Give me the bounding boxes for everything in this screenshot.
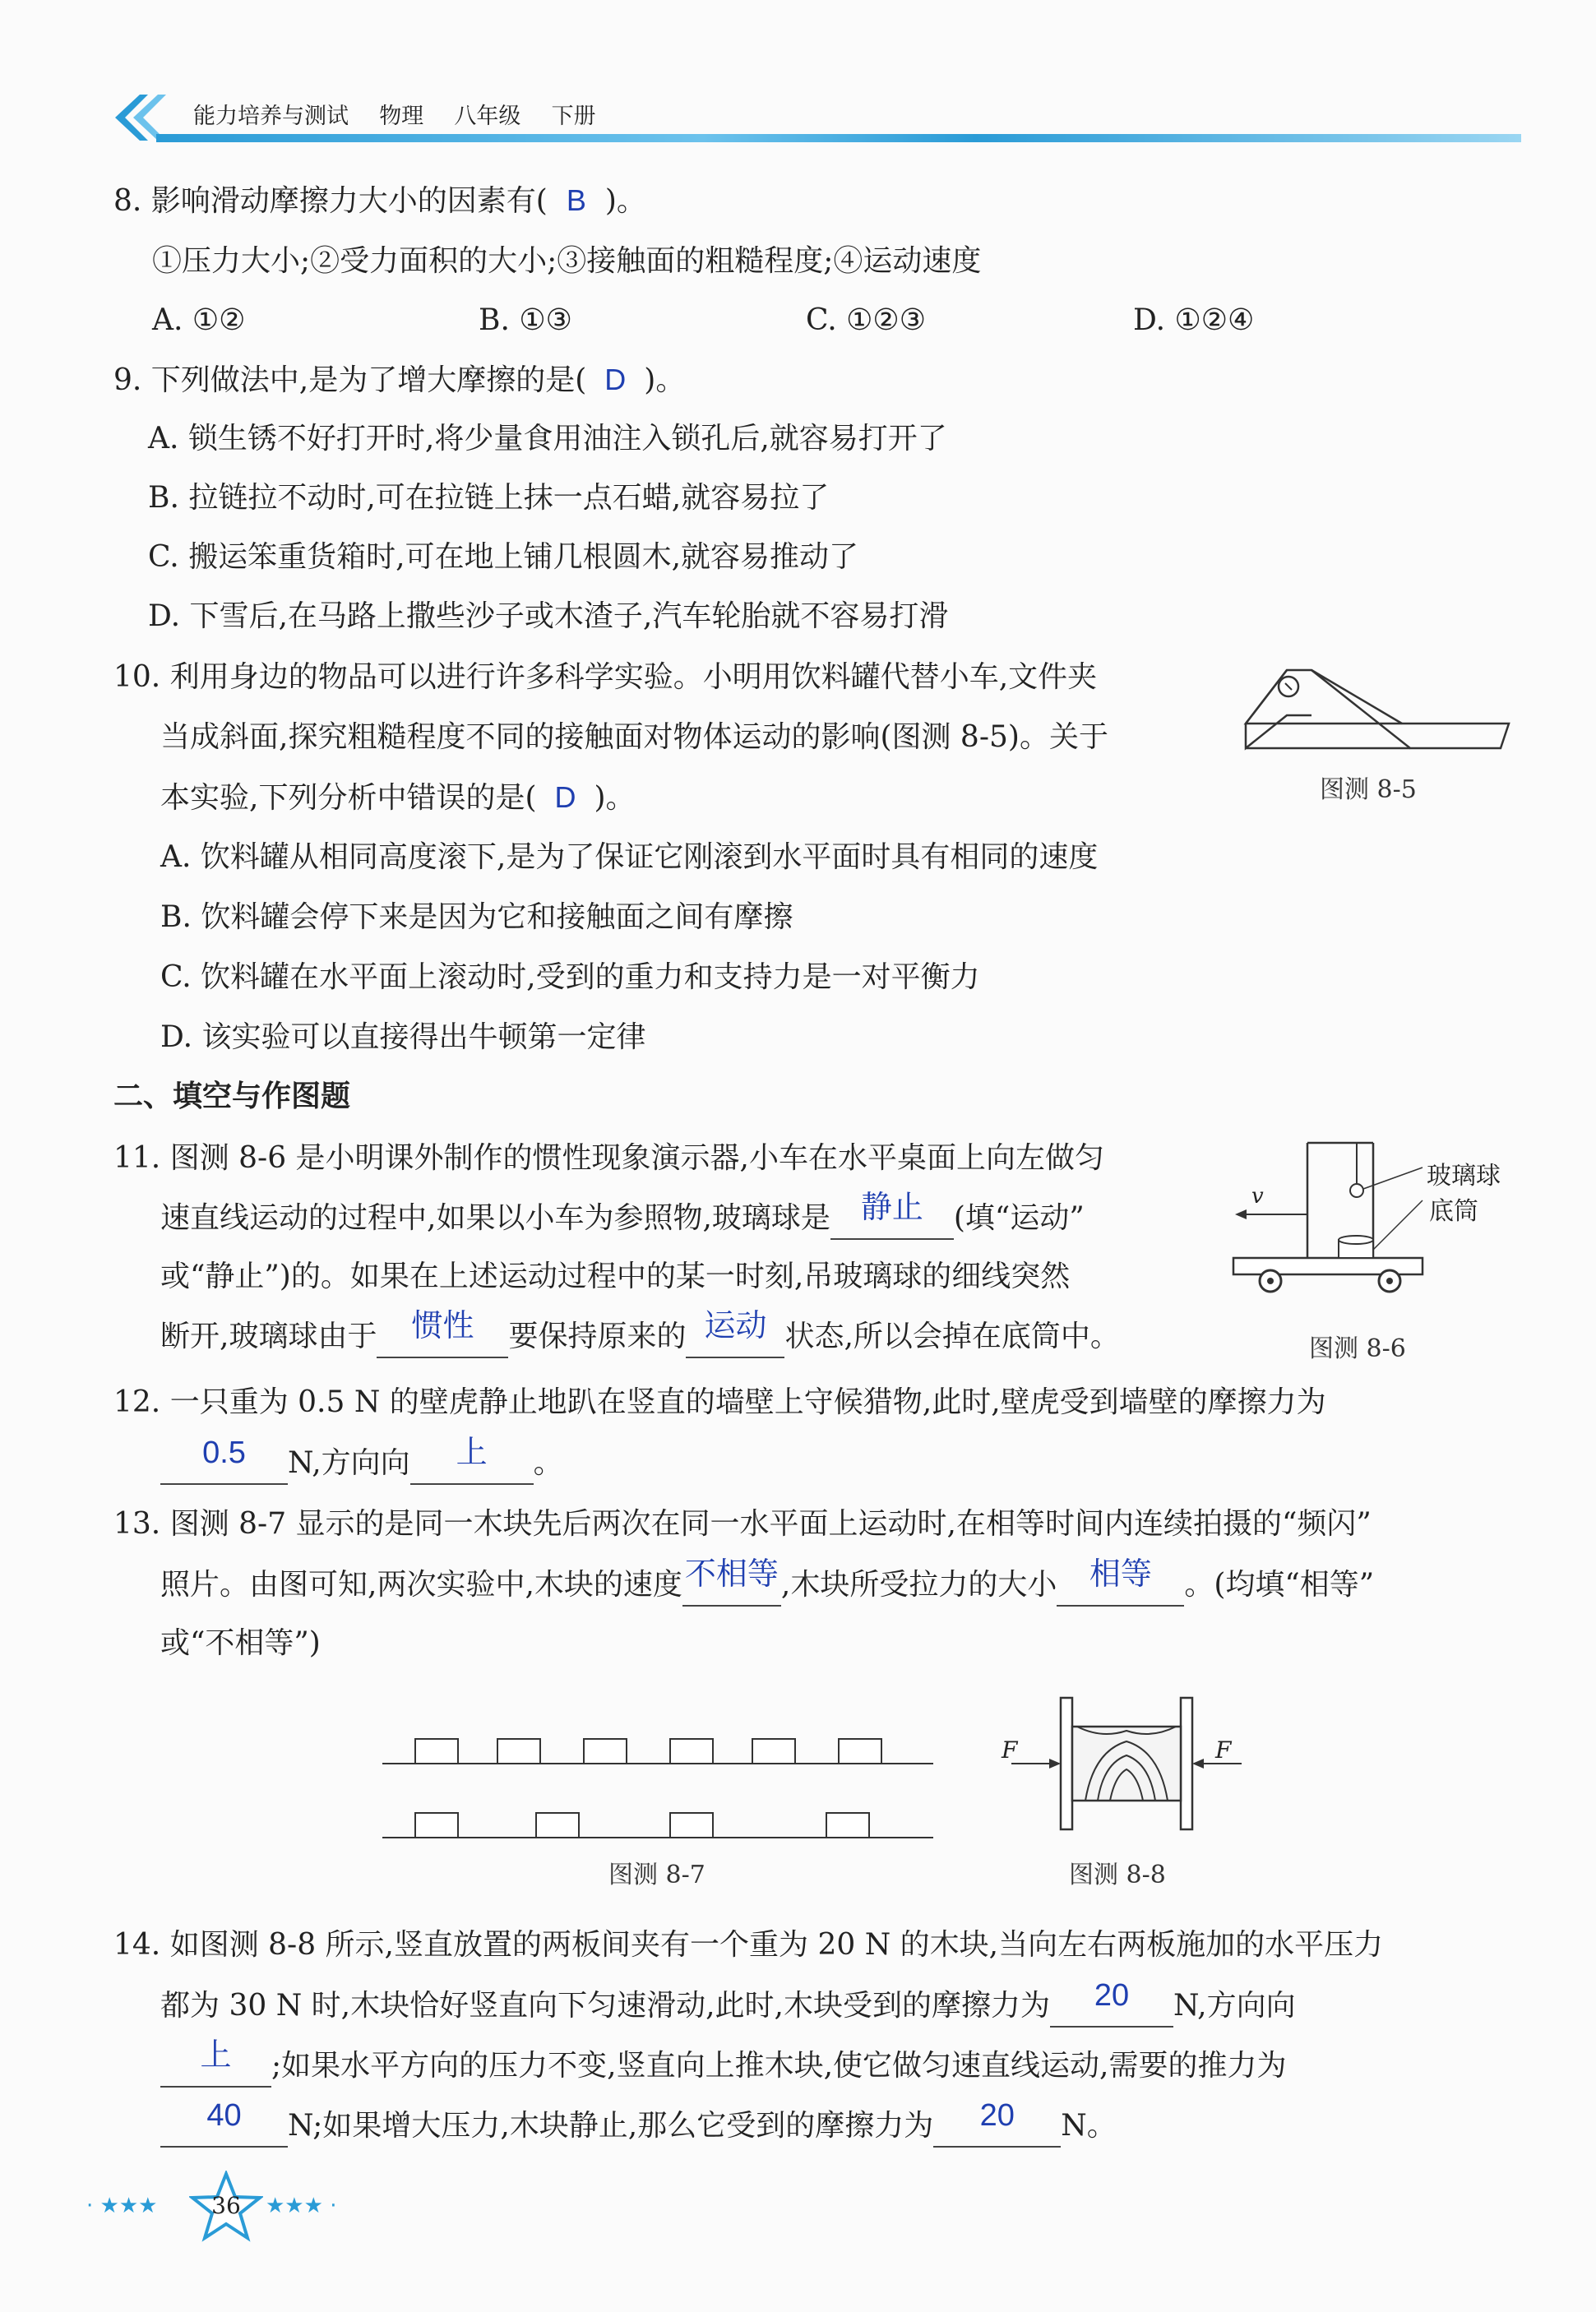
figure-8-7-strobe [378, 1735, 937, 1850]
section-title: 二、填空与作图题 [113, 1080, 351, 1113]
header-grade: 八年级 [454, 104, 521, 129]
q8-option-d: D. ①②④ [1133, 303, 1255, 337]
figure-8-5-ramp [1237, 654, 1517, 769]
q10-line1: 10. 利用身边的物品可以进行许多科学实验。小明用饮料罐代替小车,文件夹 [113, 660, 1098, 694]
q10-option-a: A. 饮料罐从相同高度滚下,是为了保证它刚滚到水平面时具有相同的速度 [160, 840, 1099, 874]
q11-answer-3: 运动 [704, 1309, 767, 1343]
q14-line1: 14. 如图测 8-8 所示,竖直放置的两板间夹有一个重为 20 N 的木块,当向左右两板施加的水平压力 [113, 1928, 1384, 1962]
figure-8-5-caption: 图测 8-5 [1320, 775, 1417, 804]
q11-line4: 断开,玻璃球由于 惯性 要保持原来的 运动 状态,所以会掉在底筒中。 [160, 1316, 1120, 1358]
force-label-left: F [1002, 1736, 1018, 1764]
header-subject: 物理 [379, 104, 424, 129]
q12-answer-1: 0.5 [202, 1436, 246, 1470]
q10-answer: D [554, 780, 576, 814]
header-book-title: 能力培养与测试 [193, 104, 349, 129]
q10-option-c: C. 饮料罐在水平面上滚动时,受到的重力和支持力是一对平衡力 [160, 960, 980, 994]
q13-line3: 或“不相等”) [160, 1626, 321, 1660]
q10-line2: 当成斜面,探究粗糙程度不同的接触面对物体运动的影响(图测 8-5)。关于 [160, 720, 1108, 754]
footer-right-stars: ★★★ · [266, 2194, 337, 2218]
q14-answer-2: 上 [200, 2038, 232, 2073]
q10-option-b: B. 饮料罐会停下来是因为它和接触面之间有摩擦 [160, 900, 793, 934]
q13-line2: 照片。由图可知,两次实验中,木块的速度不相等,木块所受拉力的大小 相等 。(均填“相等” [160, 1565, 1374, 1607]
q14-answer-1: 20 [1094, 1978, 1130, 2013]
q12-line1: 12. 一只重为 0.5 N 的壁虎静止地趴在竖直的墙壁上守候猎物,此时,壁虎受到墙壁的摩擦力为 [113, 1385, 1326, 1419]
q14-answer-4: 20 [979, 2098, 1015, 2133]
page-number: 36 [211, 2192, 241, 2219]
q10-line3: 本实验,下列分析中错误的是( D )。 [160, 778, 636, 818]
header-volume: 下册 [551, 104, 596, 129]
page-footer [86, 2171, 366, 2245]
q8-stem: 8. 影响滑动摩擦力大小的因素有( B )。 [113, 181, 646, 221]
q8-option-c: C. ①②③ [806, 303, 926, 337]
q11-line3: 或“静止”)的。如果在上述运动过程中的某一时刻,吊玻璃球的细线突然 [160, 1260, 1071, 1293]
glass-ball-label: 玻璃球 [1427, 1162, 1501, 1191]
q9-option-a: A. 锁生锈不好打开时,将少量食用油注入锁孔后,就容易打开了 [148, 422, 947, 455]
footer-left-stars: · ★★★ [86, 2194, 158, 2218]
q11-answer-1: 静止 [860, 1191, 923, 1225]
q13-line1: 13. 图测 8-7 显示的是同一木块先后两次在同一水平面上运动时,在相等时间内连续拍摄的“频闪” [113, 1507, 1372, 1541]
q9-answer: D [604, 363, 627, 396]
q9-option-b: B. 拉链拉不动时,可在拉链上抹一点石蜡,就容易拉了 [148, 481, 830, 515]
q8-factors: ①压力大小;②受力面积的大小;③接触面的粗糙程度;④运动速度 [152, 244, 982, 278]
velocity-label: v [1251, 1184, 1264, 1209]
q13-answer-1: 不相等 [684, 1557, 779, 1592]
header-rule [156, 134, 1521, 142]
q14-answer-3: 40 [206, 2098, 242, 2133]
glass-ball-icon [1350, 1184, 1363, 1197]
figure-8-7-caption: 图测 8-7 [608, 1861, 705, 1889]
q10-option-d: D. 该实验可以直接得出牛顿第一定律 [160, 1020, 646, 1054]
figure-8-8-caption: 图测 8-8 [1069, 1861, 1166, 1889]
q11-answer-2: 惯性 [411, 1309, 474, 1343]
figure-8-8-clamped-block [995, 1694, 1258, 1833]
q8-answer: B [566, 183, 586, 217]
q9-option-d: D. 下雪后,在马路上撒些沙子或木渣子,汽车轮胎就不容易打滑 [148, 599, 949, 633]
q8-option-b: B. ①③ [479, 303, 572, 337]
page-header [107, 86, 1521, 152]
q14-line3: 上 ;如果水平方向的压力不变,竖直向上推木块,使它做匀速直线运动,需要的推力为 [160, 2046, 1286, 2088]
q8-option-a: A. ①② [152, 303, 246, 337]
force-label-right: F [1215, 1736, 1232, 1764]
velocity-arrow-icon [1233, 1202, 1311, 1227]
q14-line2: 都为 30 N 时,木块恰好竖直向下匀速滑动,此时,木块受到的摩擦力为 20 N,方向向 [160, 1986, 1296, 2028]
q13-answer-2: 相等 [1089, 1557, 1152, 1592]
q14-line4: 40 N;如果增大压力,木块静止,那么它受到的摩擦力为 20 N。 [160, 2106, 1117, 2148]
q9-option-c: C. 搬运笨重货箱时,可在地上铺几根圆木,就容易推动了 [148, 540, 859, 574]
figure-8-6-caption: 图测 8-6 [1309, 1334, 1406, 1363]
q11-line1: 11. 图测 8-6 是小明课外制作的惯性现象演示器,小车在水平桌面上向左做匀 [113, 1141, 1104, 1175]
q12-answer-2: 上 [456, 1436, 488, 1470]
q11-line2: 速直线运动的过程中,如果以小车为参照物,玻璃球是 静止 (填“运动” [160, 1198, 1085, 1240]
q12-line2: 0.5 N,方向向 上 。 [160, 1443, 563, 1485]
bottom-tube-label: 底筒 [1429, 1197, 1478, 1226]
q9-stem: 9. 下列做法中,是为了增大摩擦的是( D )。 [113, 360, 685, 400]
